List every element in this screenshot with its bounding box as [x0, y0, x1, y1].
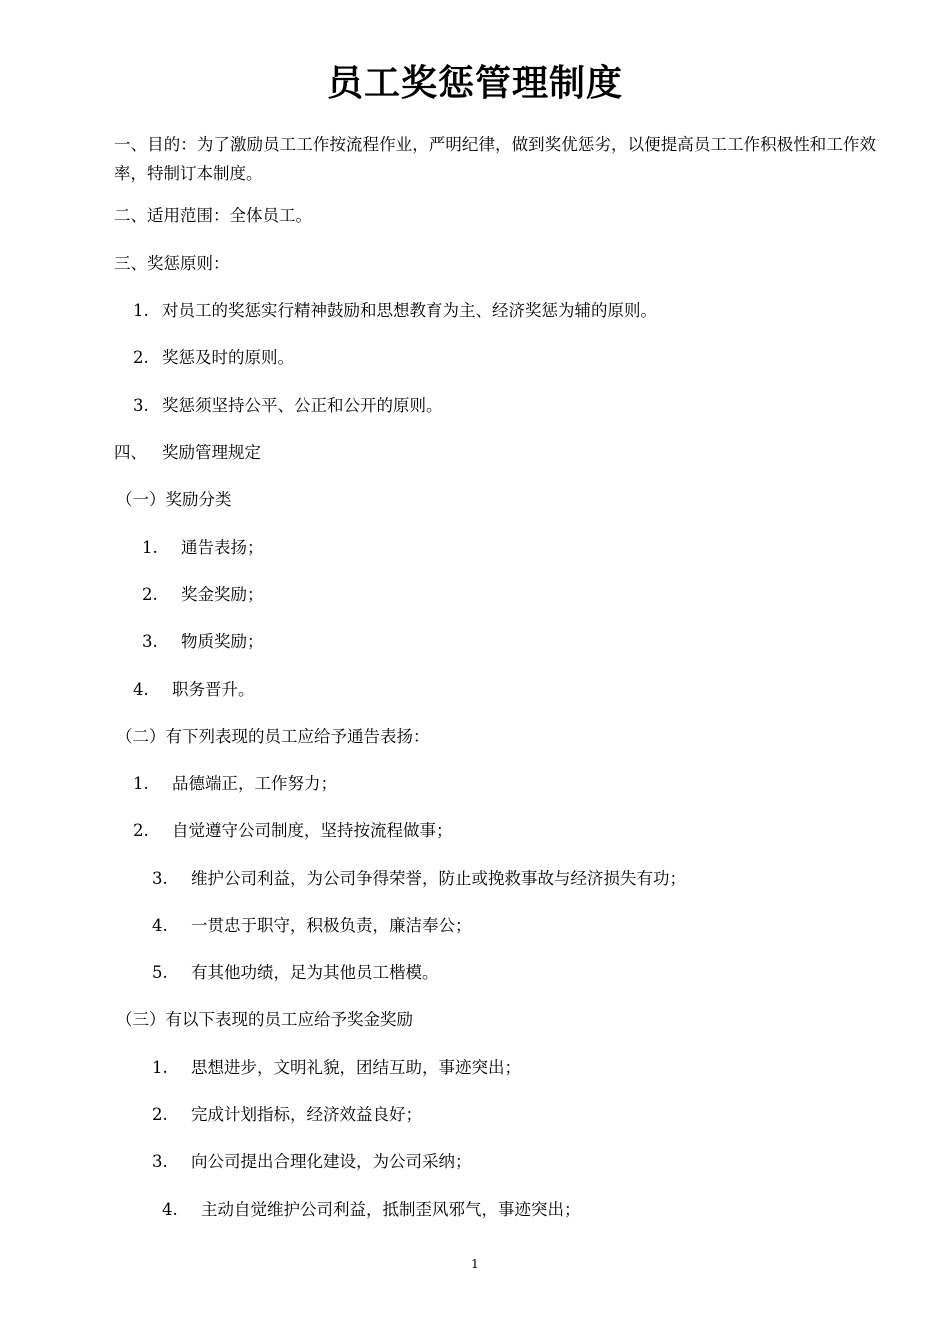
list-item-number: 4. [162, 1200, 178, 1219]
list-item-number: 4. [152, 916, 168, 935]
document-title: 员工奖惩管理制度 [326, 63, 623, 104]
list-item-number: 3. [133, 396, 149, 415]
list-item [142, 629, 264, 655]
list-item-number: 1. [142, 538, 158, 557]
scope-paragraph: 二、适用范围：全体员工。 [114, 206, 312, 225]
list-item-number: 3. [152, 869, 168, 888]
list-item [133, 818, 453, 844]
list-item-number: 3. [142, 632, 158, 651]
list-item-number: 1. [133, 301, 149, 320]
list-item-text: 品德端正，工作努力； [172, 774, 337, 793]
list-item [133, 298, 657, 324]
list-item-text: 奖惩须坚持公平、公正和公开的原则。 [162, 396, 443, 415]
list-item-text: 奖金奖励； [181, 585, 264, 604]
list-item [133, 771, 337, 797]
list-item [152, 960, 439, 986]
list-item-text: 有其他功绩，足为其他员工楷模。 [191, 963, 439, 982]
list-item-number: 1. [152, 1058, 168, 1077]
list-item-text: 维护公司利益，为公司争得荣誉，防止或挽救事故与经济损失有功； [191, 869, 686, 888]
list-item-number: 1. [133, 774, 149, 793]
list-item [133, 677, 255, 703]
list-item-text: 思想进步，文明礼貌，团结互助，事迹突出； [191, 1058, 521, 1077]
list-item-text: 向公司提出合理化建设，为公司采纳； [191, 1152, 472, 1171]
list-item-text: 物质奖励； [181, 632, 264, 651]
list-item-text: 奖惩及时的原则。 [162, 348, 294, 367]
rewards-heading-number: 四、 [114, 443, 147, 462]
list-item [152, 1149, 472, 1175]
page-number: 1 [471, 1257, 479, 1271]
list-item [142, 582, 264, 608]
list-item-number: 2. [133, 821, 149, 840]
rewards-heading [114, 440, 261, 466]
list-item [133, 393, 443, 419]
list-item [152, 866, 686, 892]
list-item-text: 完成计划指标，经济效益良好； [191, 1105, 422, 1124]
list-item-text: 自觉遵守公司制度，坚持按流程做事； [172, 821, 453, 840]
list-item-number: 4. [133, 680, 149, 699]
list-item [152, 1102, 422, 1128]
bonus-heading: （三）有以下表现的员工应给予奖金奖励 [116, 1010, 413, 1029]
purpose-paragraph: 一、目的：为了激励员工工作按流程作业，严明纪律，做到奖优惩劣，以便提高员工工作积极性和工作效率，特制订本制度。 [114, 135, 876, 183]
praise-heading: （二）有下列表现的员工应给予通告表扬： [116, 727, 430, 746]
list-item-number: 2. [152, 1105, 168, 1124]
list-item-text: 主动自觉维护公司利益，抵制歪风邪气，事迹突出； [201, 1200, 581, 1219]
rewards-heading-text: 奖励管理规定 [162, 443, 261, 462]
list-item-text: 通告表扬； [181, 538, 264, 557]
list-item-number: 5. [152, 963, 168, 982]
list-item [152, 913, 472, 939]
list-item [142, 535, 264, 561]
list-item-number: 3. [152, 1152, 168, 1171]
list-item [152, 1055, 521, 1081]
list-item-number: 2. [142, 585, 158, 604]
list-item [133, 345, 294, 371]
list-item-text: 一贯忠于职守，积极负责，廉洁奉公； [191, 916, 472, 935]
principles-heading: 三、奖惩原则： [114, 254, 230, 273]
list-item-number: 2. [133, 348, 149, 367]
list-item-text: 职务晋升。 [172, 680, 255, 699]
list-item [162, 1197, 581, 1223]
list-item-text: 对员工的奖惩实行精神鼓励和思想教育为主、经济奖惩为辅的原则。 [162, 301, 657, 320]
reward-types-heading: （一）奖励分类 [116, 490, 232, 509]
